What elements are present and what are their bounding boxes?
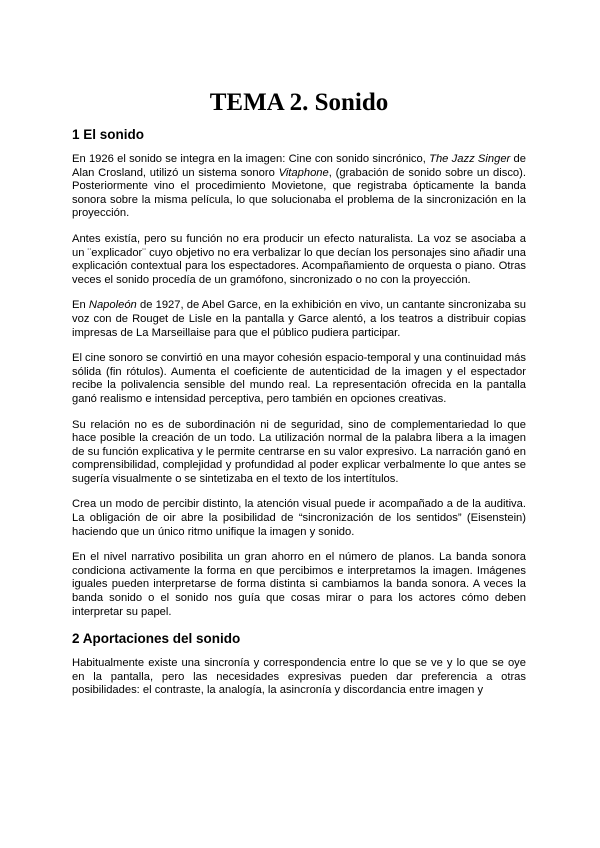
paragraph-1-text-c: , (grabación de sonido sobre un disco). Posteriormente vino el procedimiento Movietone, que registraba ópticamente la banda sonora sobre la misma película, lo que solucionaba el problema de la sincronización en la proyección. (72, 166, 526, 220)
document-page (72, 88, 526, 698)
section-heading-el-sonido: 1 El sonido (72, 127, 145, 142)
paragraph-1-text-b: de Alan Crosland, utilizó un sistema sonoro (72, 153, 526, 179)
paragraph-5: Su relación no es de subordinación ni de seguridad, sino de complementariedad lo que hace posible la creación de un todo. La utilización normal de la palabra libera a la imagen de su función explicativa y le permite centrarse en su valor expresivo. La narración ganó en comprensibilidad, complejidad y profundidad al poder explicar verbalmente lo que antes se sugería visualmente o se sintetizaba en el texto de los intertítulos. (72, 418, 526, 485)
paragraph-1-text-a: En 1926 el sonido se integra en la imagen: Cine con sonido sincrónico, (72, 153, 430, 165)
paragraph-7: En el nivel narrativo posibilita un gran ahorro en el número de planos. La banda sonora condiciona activamente la forma en que percibimos e interpretamos la imagen. Imágenes iguales pueden interpretarse de forma distinta si cambiamos la banda sonora. A veces la banda sonido o el sonido nos guía que cosas mirar o para los actores cómo deben interpretar su papel. (72, 551, 526, 618)
paragraph-1 (72, 153, 526, 221)
section-heading-aportaciones: 2 Aportaciones del sonido (72, 631, 241, 647)
paragraph-2: Antes existía, pero su función no era producir un efecto naturalista. La voz se asociaba a un ¨explicador¨ cuyo objetivo no era verbalizar lo que decían los personajes sino añadir una explicación contextual para los espectadores. Acompañamiento de orquesta o piano. Otras veces el sonido procedía de un gramófono, sincronizado o no con la proyección. (72, 232, 526, 286)
page-title: TEMA 2. Sonido (209, 89, 389, 116)
paragraph-3-text-b: de 1927, de Abel Garce, en la exhibición en vivo, un cantante sincronizaba su voz con de Rouget de Lisle en la pantalla y Garce alentó, a los teatros a distribuir copias impresas de La Marseillaise para que el público pudiera participar. (72, 299, 526, 339)
paragraph-8: Habitualmente existe una sincronía y correspondencia entre lo que se ve y lo que se oye en la pantalla, pero las necesidades expresivas pueden dar preferencia a otras posibilidades: el contraste, la analogía, la asincronía y discordancia entre imagen y (72, 657, 526, 697)
paragraph-4: El cine sonoro se convirtió en una mayor cohesión espacio-temporal y una continuidad más sólida (fin rótulos). Aumenta el coeficiente de autenticidad de la imagen y el espectador recibe la polivalencia sensible del mundo real. La representación ofrecida en la pantalla ganó realismo e intensidad perceptiva, pero también en opciones creativas. (72, 352, 526, 405)
system-name-vitaphone: Vitaphone (278, 166, 329, 179)
film-title-jazz-singer: The Jazz Singer (429, 153, 511, 165)
paragraph-3-text-a: En (72, 299, 89, 312)
paragraph-3 (72, 299, 526, 340)
paragraph-6: Crea un modo de percibir distinto, la atención visual puede ir acompañado a de la auditiva. La obligación de oir abre la posibilidad de “sincronización de los sentidos” (Eisenstein) haciendo que un único ritmo unifique la imagen y sonido. (72, 498, 526, 538)
film-title-napoleon: Napoleón (88, 299, 137, 312)
